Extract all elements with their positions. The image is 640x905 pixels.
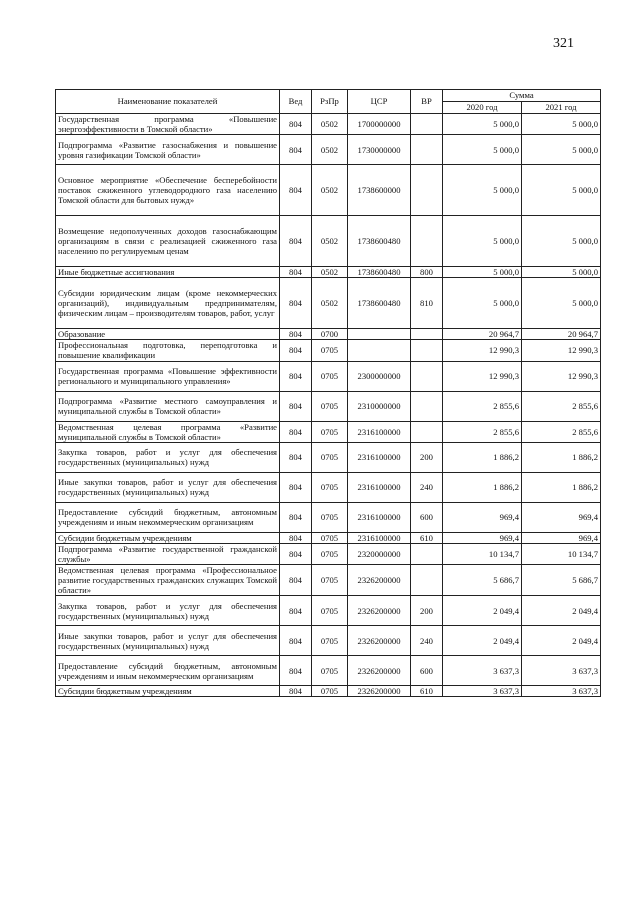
row-ved-cell: 804 [280,329,312,340]
row-name-cell: Государственная программа «Повышение энергоэффективности в Томской области» [56,114,280,135]
row-rzpr-cell: 0502 [312,165,348,216]
row-vr-cell: 810 [411,278,443,329]
row-ved-cell: 804 [280,421,312,442]
table-row [56,114,601,135]
row-name-cell: Подпрограмма «Развитие газоснабжения и повышение уровня газификации Томской области» [56,135,280,165]
table-row [56,626,601,656]
row-ved-cell: 804 [280,686,312,697]
row-2021-cell: 5 686,7 [522,565,601,596]
row-rzpr-cell: 0705 [312,442,348,472]
col-header-ved: Вед [280,90,312,114]
row-vr-cell [411,340,443,361]
row-ved-cell: 804 [280,216,312,267]
table-header [56,90,601,114]
row-2021-cell: 2 049,4 [522,596,601,626]
row-csr-cell [348,329,411,340]
row-2021-cell: 1 886,2 [522,472,601,502]
row-2020-cell: 5 000,0 [443,216,522,267]
row-rzpr-cell: 0705 [312,340,348,361]
row-name-cell: Закупка товаров, работ и услуг для обеспечения государственных (муниципальных) нужд [56,596,280,626]
row-name-cell: Иные закупки товаров, работ и услуг для обеспечения государственных (муниципальных) нужд [56,626,280,656]
row-rzpr-cell: 0502 [312,135,348,165]
row-rzpr-cell: 0705 [312,421,348,442]
row-ved-cell: 804 [280,278,312,329]
col-header-vr: ВР [411,90,443,114]
row-name-cell: Иные закупки товаров, работ и услуг для обеспечения государственных (муниципальных) нужд [56,472,280,502]
row-rzpr-cell: 0705 [312,502,348,532]
row-csr-cell: 2326200000 [348,656,411,686]
row-csr-cell: 1730000000 [348,135,411,165]
row-2021-cell: 969,4 [522,532,601,543]
row-2020-cell: 5 000,0 [443,114,522,135]
row-2020-cell: 2 855,6 [443,421,522,442]
row-rzpr-cell: 0705 [312,596,348,626]
row-name-cell: Основное мероприятие «Обеспечение бесперебойности поставок сжиженного углеводородного газа населению Томской области для бытовых нужд» [56,165,280,216]
row-rzpr-cell: 0705 [312,543,348,564]
row-2021-cell: 5 000,0 [522,165,601,216]
row-2021-cell: 20 964,7 [522,329,601,340]
table-row [56,686,601,697]
table-row [56,278,601,329]
row-name-cell: Возмещение недополученных доходов газоснабжающим организациям в связи с реализацией сжиженного газа населению по регулируемым ценам [56,216,280,267]
row-2020-cell: 12 990,3 [443,361,522,391]
row-2020-cell: 10 134,7 [443,543,522,564]
row-vr-cell [411,391,443,421]
row-name-cell: Образование [56,329,280,340]
table-row [56,472,601,502]
row-csr-cell: 2326200000 [348,596,411,626]
row-2020-cell: 2 049,4 [443,596,522,626]
row-rzpr-cell: 0705 [312,686,348,697]
row-ved-cell: 804 [280,472,312,502]
row-rzpr-cell: 0502 [312,114,348,135]
row-csr-cell [348,340,411,361]
row-rzpr-cell: 0705 [312,626,348,656]
row-ved-cell: 804 [280,543,312,564]
row-2020-cell: 3 637,3 [443,686,522,697]
table-row [56,267,601,278]
row-vr-cell: 200 [411,596,443,626]
row-rzpr-cell: 0705 [312,565,348,596]
table-row [56,135,601,165]
row-2020-cell: 5 000,0 [443,135,522,165]
table-row [56,656,601,686]
row-rzpr-cell: 0705 [312,532,348,543]
row-name-cell: Иные бюджетные ассигнования [56,267,280,278]
budget-table [55,89,601,697]
row-csr-cell: 2316100000 [348,421,411,442]
col-header-name: Наименование показателей [56,90,280,114]
row-2021-cell: 12 990,3 [522,340,601,361]
row-ved-cell: 804 [280,391,312,421]
row-ved-cell: 804 [280,267,312,278]
table-row [56,596,601,626]
table-row [56,340,601,361]
row-ved-cell: 804 [280,626,312,656]
col-header-csr: ЦСР [348,90,411,114]
row-2021-cell: 2 049,4 [522,626,601,656]
row-csr-cell: 2316100000 [348,472,411,502]
row-ved-cell: 804 [280,565,312,596]
row-csr-cell: 1700000000 [348,114,411,135]
row-2021-cell: 5 000,0 [522,135,601,165]
row-ved-cell: 804 [280,340,312,361]
row-2020-cell: 969,4 [443,532,522,543]
row-ved-cell: 804 [280,596,312,626]
row-vr-cell: 600 [411,656,443,686]
table-row [56,361,601,391]
row-rzpr-cell: 0502 [312,267,348,278]
row-ved-cell: 804 [280,502,312,532]
col-header-2021: 2021 год [522,102,601,114]
row-2020-cell: 969,4 [443,502,522,532]
row-2020-cell: 2 855,6 [443,391,522,421]
row-2021-cell: 5 000,0 [522,216,601,267]
row-vr-cell [411,216,443,267]
row-name-cell: Субсидии бюджетным учреждениям [56,686,280,697]
row-2020-cell: 20 964,7 [443,329,522,340]
row-vr-cell: 200 [411,442,443,472]
row-csr-cell: 1738600000 [348,165,411,216]
row-vr-cell [411,329,443,340]
row-csr-cell: 2326200000 [348,626,411,656]
row-rzpr-cell: 0705 [312,656,348,686]
row-2021-cell: 5 000,0 [522,114,601,135]
row-2020-cell: 5 000,0 [443,278,522,329]
row-ved-cell: 804 [280,135,312,165]
row-name-cell: Ведомственная целевая программа «Профессиональное развитие государственных гражданских служащих Томской области» [56,565,280,596]
row-2021-cell: 2 855,6 [522,421,601,442]
row-name-cell: Субсидии бюджетным учреждениям [56,532,280,543]
row-2021-cell: 3 637,3 [522,656,601,686]
row-name-cell: Субсидии юридическим лицам (кроме некоммерческих организаций), индивидуальным предпринимателям, физическим лицам – производителям товаров, работ, услуг [56,278,280,329]
row-2020-cell: 3 637,3 [443,656,522,686]
row-rzpr-cell: 0502 [312,278,348,329]
row-2021-cell: 3 637,3 [522,686,601,697]
row-name-cell: Предоставление субсидий бюджетным, автономным учреждениям и иным некоммерческим организациям [56,656,280,686]
row-csr-cell: 1738600480 [348,216,411,267]
row-csr-cell: 2300000000 [348,361,411,391]
table-row [56,502,601,532]
row-csr-cell: 2326200000 [348,686,411,697]
row-2021-cell: 1 886,2 [522,442,601,472]
row-2021-cell: 2 855,6 [522,391,601,421]
row-vr-cell: 610 [411,686,443,697]
row-csr-cell: 2316100000 [348,442,411,472]
table-row [56,329,601,340]
page-number: 321 [553,36,574,51]
col-header-sum: Сумма [443,90,601,102]
row-rzpr-cell: 0705 [312,391,348,421]
table-row [56,165,601,216]
row-csr-cell: 1738600480 [348,278,411,329]
row-2021-cell: 12 990,3 [522,361,601,391]
row-2020-cell: 12 990,3 [443,340,522,361]
table-row [56,543,601,564]
row-2021-cell: 969,4 [522,502,601,532]
row-2020-cell: 5 686,7 [443,565,522,596]
table-row [56,421,601,442]
row-2021-cell: 5 000,0 [522,267,601,278]
row-rzpr-cell: 0700 [312,329,348,340]
row-name-cell: Подпрограмма «Развитие местного самоуправления и муниципальной службы в Томской области» [56,391,280,421]
row-rzpr-cell: 0705 [312,472,348,502]
col-header-rzpr: РзПр [312,90,348,114]
row-name-cell: Закупка товаров, работ и услуг для обеспечения государственных (муниципальных) нужд [56,442,280,472]
row-2020-cell: 5 000,0 [443,267,522,278]
col-header-2020: 2020 год [443,102,522,114]
row-csr-cell: 2316100000 [348,502,411,532]
row-name-cell: Предоставление субсидий бюджетным, автономным учреждениям и иным некоммерческим организациям [56,502,280,532]
row-name-cell: Профессиональная подготовка, переподготовка и повышение квалификации [56,340,280,361]
row-ved-cell: 804 [280,361,312,391]
table-row [56,565,601,596]
table-row [56,442,601,472]
row-csr-cell: 2326200000 [348,565,411,596]
row-vr-cell [411,165,443,216]
row-vr-cell [411,361,443,391]
table-row [56,391,601,421]
row-vr-cell [411,114,443,135]
row-csr-cell: 2320000000 [348,543,411,564]
row-vr-cell [411,543,443,564]
row-2021-cell: 10 134,7 [522,543,601,564]
row-2020-cell: 5 000,0 [443,165,522,216]
row-csr-cell: 2310000000 [348,391,411,421]
table-body [56,114,601,697]
row-name-cell: Ведомственная целевая программа «Развитие муниципальной службы в Томской области» [56,421,280,442]
row-vr-cell: 240 [411,626,443,656]
row-rzpr-cell: 0502 [312,216,348,267]
row-vr-cell: 240 [411,472,443,502]
row-csr-cell: 2316100000 [348,532,411,543]
row-2020-cell: 2 049,4 [443,626,522,656]
row-vr-cell [411,565,443,596]
row-ved-cell: 804 [280,165,312,216]
row-ved-cell: 804 [280,114,312,135]
row-ved-cell: 804 [280,532,312,543]
row-ved-cell: 804 [280,656,312,686]
row-2021-cell: 5 000,0 [522,278,601,329]
row-ved-cell: 804 [280,442,312,472]
row-vr-cell: 800 [411,267,443,278]
row-name-cell: Государственная программа «Повышение эффективности регионального и муниципального управления» [56,361,280,391]
row-vr-cell: 600 [411,502,443,532]
table-row [56,532,601,543]
row-csr-cell: 1738600480 [348,267,411,278]
row-vr-cell [411,421,443,442]
row-vr-cell: 610 [411,532,443,543]
row-2020-cell: 1 886,2 [443,472,522,502]
row-vr-cell [411,135,443,165]
table-row [56,216,601,267]
row-name-cell: Подпрограмма «Развитие государственной гражданской службы» [56,543,280,564]
row-rzpr-cell: 0705 [312,361,348,391]
row-2020-cell: 1 886,2 [443,442,522,472]
